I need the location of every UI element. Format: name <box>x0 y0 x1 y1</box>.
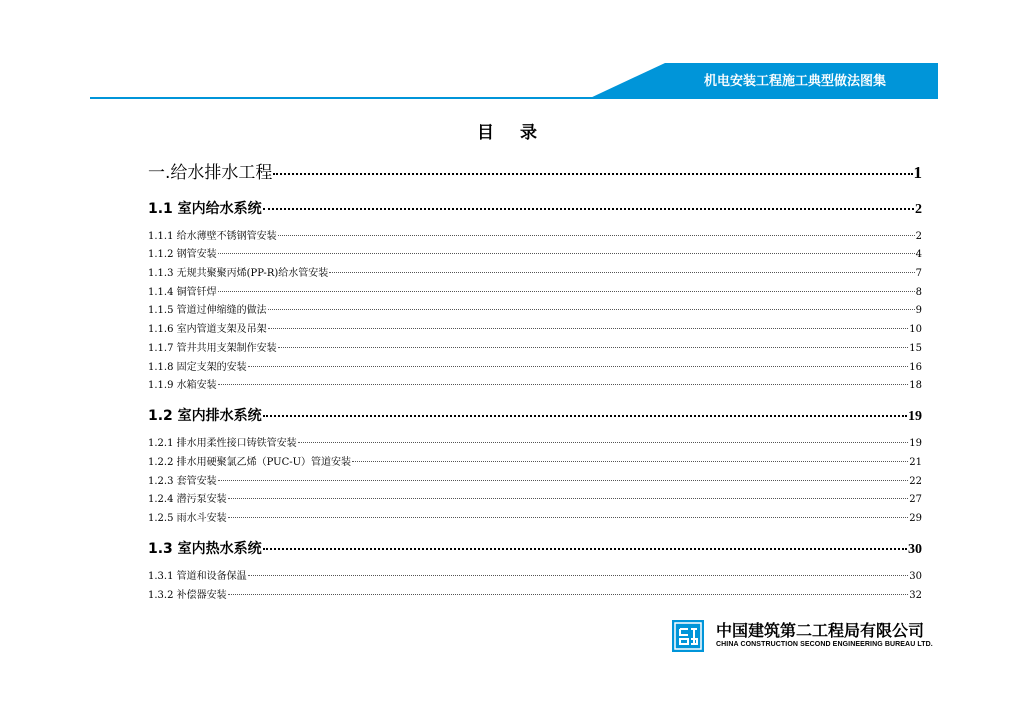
toc-leader-dots <box>329 272 914 273</box>
toc-entry-page: 32 <box>909 590 922 601</box>
toc-entry-label: 1.3 室内热水系统 <box>148 541 262 557</box>
toc-leader-dots <box>228 498 909 499</box>
toc-leader-dots <box>218 480 909 481</box>
toc-entry[interactable] <box>148 198 922 218</box>
toc-entry-page: 19 <box>909 438 922 449</box>
toc-entry-label: 1.1.9 水箱安装 <box>148 380 217 391</box>
toc-entry-label: 1.3.1 管道和设备保温 <box>148 571 247 582</box>
toc-leader-dots <box>273 173 912 175</box>
toc-entry[interactable] <box>148 453 922 468</box>
toc-entry[interactable] <box>148 405 922 425</box>
toc-entry[interactable] <box>148 227 922 242</box>
toc-entry[interactable] <box>148 376 922 391</box>
toc-entry-label: 1.1.5 管道过伸缩缝的做法 <box>148 305 267 316</box>
toc-entry-label: 1.1.1 给水薄壁不锈钢管安装 <box>148 231 277 242</box>
toc-leader-dots <box>248 575 909 576</box>
toc-entry-page: 30 <box>909 571 922 582</box>
toc-leader-dots <box>263 208 914 210</box>
toc-entry-page: 18 <box>909 380 922 391</box>
toc-entry-label: 1.2.5 雨水斗安装 <box>148 513 227 524</box>
toc-entry-page: 8 <box>915 287 922 298</box>
toc-entry-label: 1.3.2 补偿器安装 <box>148 590 227 601</box>
toc-entry[interactable] <box>148 490 922 505</box>
toc-entry-label: 1.1.6 室内管道支架及吊架 <box>148 324 267 335</box>
toc-entry-label: 1.1.3 无规共聚聚丙烯(PP-R)给水管安装 <box>148 268 329 279</box>
cscec-logo-icon <box>672 620 704 652</box>
toc-entry[interactable] <box>148 264 922 279</box>
toc-entry[interactable] <box>148 586 922 601</box>
toc-leader-dots <box>228 517 909 518</box>
toc-entry-page: 15 <box>909 343 922 354</box>
toc-entry-page: 30 <box>908 542 922 557</box>
toc-entry-page: 27 <box>909 494 922 505</box>
header-title: 机电安装工程施工典型做法图集 <box>703 74 886 89</box>
toc-leader-dots <box>218 291 915 292</box>
toc-entry-label: 1.2.2 排水用硬聚氯乙烯（PUC-U）管道安装 <box>148 457 352 468</box>
toc-entry[interactable] <box>148 538 922 558</box>
toc-entry-page: 2 <box>915 202 922 217</box>
toc-entry-label: 1.2.1 排水用柔性接口铸铁管安装 <box>148 438 297 449</box>
toc-leader-dots <box>228 594 909 595</box>
toc-entry-page: 22 <box>909 476 922 487</box>
toc-entry-label: 1.1.7 管井共用支架制作安装 <box>148 343 277 354</box>
company-name-en: CHINA CONSTRUCTION SECOND ENGINEERING BUREAU LTD. <box>716 641 933 648</box>
toc-entry[interactable] <box>148 339 922 354</box>
toc-entry-page: 9 <box>915 305 922 316</box>
toc-entry[interactable] <box>148 567 922 582</box>
company-name-cn: 中国建筑第二工程局有限公司 <box>716 621 925 640</box>
toc-entry-page: 10 <box>909 324 922 335</box>
toc-entry-page: 19 <box>908 409 922 424</box>
toc-leader-dots <box>263 548 907 550</box>
toc-entry-label: 1.2 室内排水系统 <box>148 408 262 424</box>
toc-entry-label: 1.1 室内给水系统 <box>148 201 262 217</box>
toc-entry-page: 1 <box>913 163 922 182</box>
toc-entry[interactable] <box>148 358 922 373</box>
toc-entry[interactable] <box>148 158 922 183</box>
toc-entry-page: 29 <box>909 513 922 524</box>
toc-entry-label: 1.2.4 潜污泵安装 <box>148 494 227 505</box>
toc-leader-dots <box>278 235 915 236</box>
page-title: 目 录 <box>477 123 547 143</box>
toc-entry-page: 4 <box>915 249 922 260</box>
toc-leader-dots <box>218 384 909 385</box>
toc-entry-page: 16 <box>909 362 922 373</box>
toc-entry[interactable] <box>148 472 922 487</box>
toc-entry[interactable] <box>148 320 922 335</box>
toc-leader-dots <box>218 253 915 254</box>
toc-leader-dots <box>268 309 915 310</box>
toc-entry[interactable] <box>148 283 922 298</box>
toc-entry[interactable] <box>148 434 922 449</box>
toc-leader-dots <box>248 366 909 367</box>
toc-entry-label: 1.1.8 固定支架的安装 <box>148 362 247 373</box>
toc-entry[interactable] <box>148 509 922 524</box>
toc-entry[interactable] <box>148 245 922 260</box>
toc-entry-label: 一.给水排水工程 <box>148 163 273 183</box>
header-rule <box>90 97 938 99</box>
toc-entry[interactable] <box>148 301 922 316</box>
toc-leader-dots <box>278 347 909 348</box>
toc-leader-dots <box>298 442 909 443</box>
toc-leader-dots <box>352 461 908 462</box>
toc-leader-dots <box>268 328 909 329</box>
toc-entry-page: 7 <box>915 268 922 279</box>
toc-entry-page: 2 <box>915 231 922 242</box>
toc-entry-label: 1.1.4 铜管钎焊 <box>148 287 217 298</box>
toc-leader-dots <box>263 415 907 417</box>
toc-entry-page: 21 <box>909 457 922 468</box>
toc-entry-label: 1.1.2 钢管安装 <box>148 249 217 260</box>
toc-entry-label: 1.2.3 套管安装 <box>148 476 217 487</box>
